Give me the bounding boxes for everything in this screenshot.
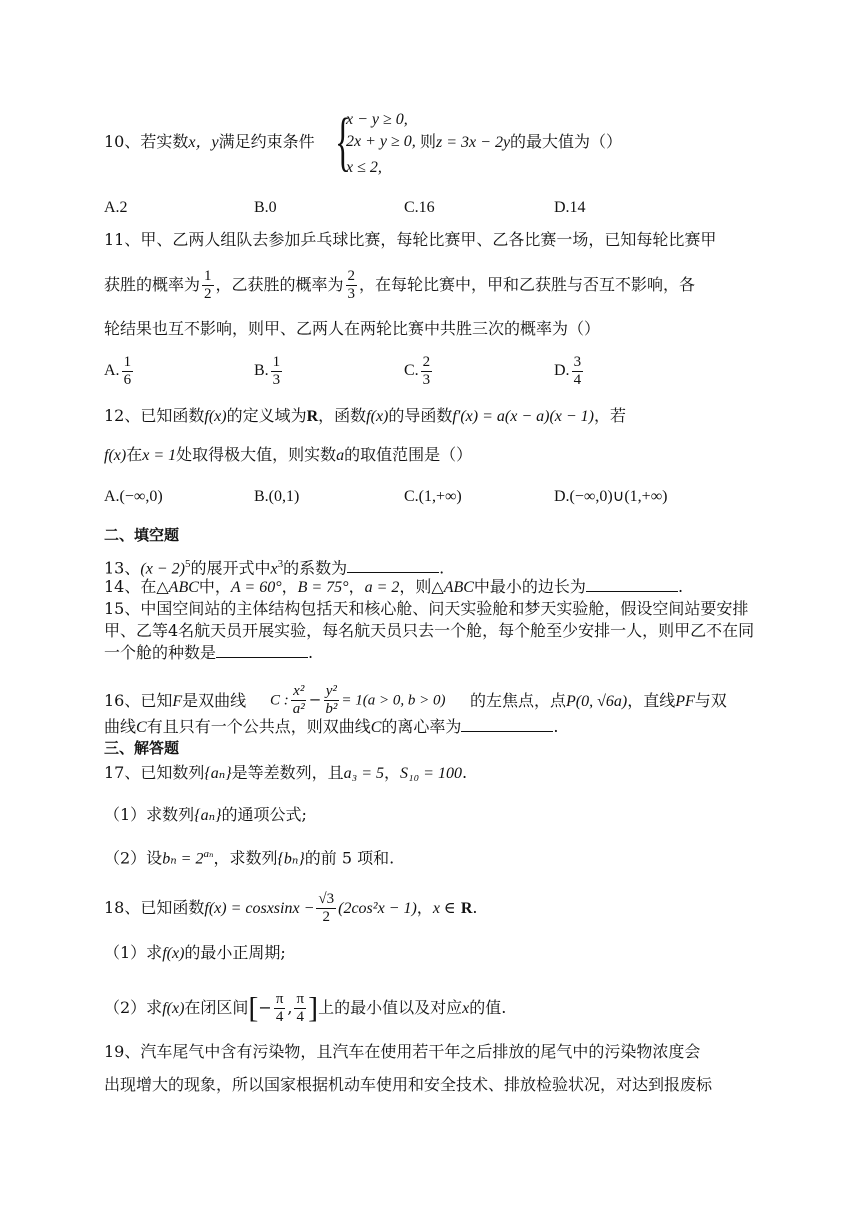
q10-option-a: A.2 <box>104 199 128 216</box>
q11-option-c: C. $\frac{2}{3}$ <box>404 354 431 388</box>
q12-option-d: D.(−∞,0)∪(1,+∞) <box>554 488 668 505</box>
q16-line-2: 曲线C有且只有一个公共点，则双曲线C的离心率为 . <box>104 717 559 736</box>
q15-text: 15、中国空间站的主体结构包括天和核心舱、问天实验舱和梦天实验舱，假设空间站要安排甲、乙等4名航天员开展实验，每名航天员只去一个舱，每个舱至少安排一人，则甲乙不在同一个舱的种数是 . <box>104 599 755 662</box>
q14-text: 14、在△ABC中，A = 60°，B = 75°，a = 2，则△ABC中最小的边长为 . <box>104 577 684 596</box>
q12-option-a: A.(−∞,0) <box>104 488 163 505</box>
q16-line-1: 16、已知F是双曲线 <box>104 691 247 710</box>
q12-line-1: 12、已知函数f(x)的定义域为R，函数f(x)的导函数f′(x) = a(x − a)(x − 1)，若 <box>104 406 627 425</box>
hyperbola-equation: C : $\frac{\text{x²}}{\text{a²}}$ − $\frac{\text{y²}}{\text{b²}}$ = 1(a > 0, b > 0) <box>270 683 446 717</box>
constraint-3: x ≤ 2, <box>346 159 382 176</box>
q16-line-1b: 的左焦点，点P(0, √6a)，直线PF与双 <box>470 691 727 710</box>
q12-line-2: f(x)在x = 1处取得极大值，则实数a的取值范围是（） <box>104 445 473 464</box>
q11-line-2: 获胜的概率为 $\frac{1}{2}$ ，乙获胜的概率为 $\frac{2}{3}$ ，在每轮比赛中，甲和乙获胜与否互不影响，各 <box>104 268 696 302</box>
constraint-brace: { <box>335 105 351 178</box>
answer-blank <box>586 577 678 592</box>
q19-line-1: 19、汽车尾气中含有污染物，且汽车在使用若干年之后排放的尾气中的污染物浓度会 <box>104 1042 701 1061</box>
q12-option-c: C.(1,+∞) <box>404 488 462 505</box>
constraint-2: 2x + y ≥ 0, <box>346 133 416 150</box>
q10-objective: 则z = 3x − 2y的最大值为（） <box>420 132 623 151</box>
answer-blank <box>347 558 439 573</box>
section-fill-in: 二、填空题 <box>104 526 180 544</box>
q17-part-1: （1）求数列{aₙ}的通项公式; <box>104 805 307 824</box>
q18-part-2: （2）求f(x)在闭区间[− $\frac{\pi}{4}$ , $\frac{\pi}{4}$ ]上的最小值以及对应x的值. <box>104 991 507 1025</box>
q19-line-2: 出现增大的现象，所以国家根据机动车使用和安全技术、排放检验状况，对达到报废标 <box>104 1075 713 1094</box>
q10-option-b: B.0 <box>254 199 277 216</box>
q11-option-d: D. $\frac{3}{4}$ <box>554 354 582 388</box>
q18-part-1: （1）求f(x)的最小正周期; <box>104 943 286 962</box>
answer-blank <box>461 717 553 732</box>
answer-blank <box>216 643 308 658</box>
constraint-1: x − y ≥ 0, <box>346 111 408 128</box>
q18-text: 18、已知函数f(x) = cosxsinx − $\frac{√3}{2}$ (2cos²x − 1)，x ∈ R. <box>104 891 478 925</box>
q10-text: 10、若实数x，y满足约束条件 <box>104 132 315 151</box>
q10-option-d: D.14 <box>554 199 586 216</box>
q11-option-b: B. $\frac{1}{3}$ <box>254 354 281 388</box>
q17-text: 17、已知数列{aₙ}是等差数列，且a₃ = 5，S₁₀ = 100. <box>104 763 468 782</box>
section-solutions: 三、解答题 <box>104 739 180 757</box>
q10-option-c: C.16 <box>404 199 435 216</box>
q11-option-a: A. $\frac{1}{6}$ <box>104 354 132 388</box>
q12-option-b: B.(0,1) <box>254 488 300 505</box>
q11-line-1: 11、甲、乙两人组队去参加乒乓球比赛，每轮比赛甲、乙各比赛一场，已知每轮比赛甲 <box>104 230 717 249</box>
q17-part-2: （2）设$b_n = 2^{a_n}$，求数列{bₙ}的前 5 项和. <box>104 848 395 868</box>
q11-line-3: 轮结果也互不影响，则甲、乙两人在两轮比赛中共胜三次的概率为（） <box>104 319 601 338</box>
q13-text: 13、$(x - 2)^5$的展开式中$x^3$的系数为 . <box>104 558 445 578</box>
